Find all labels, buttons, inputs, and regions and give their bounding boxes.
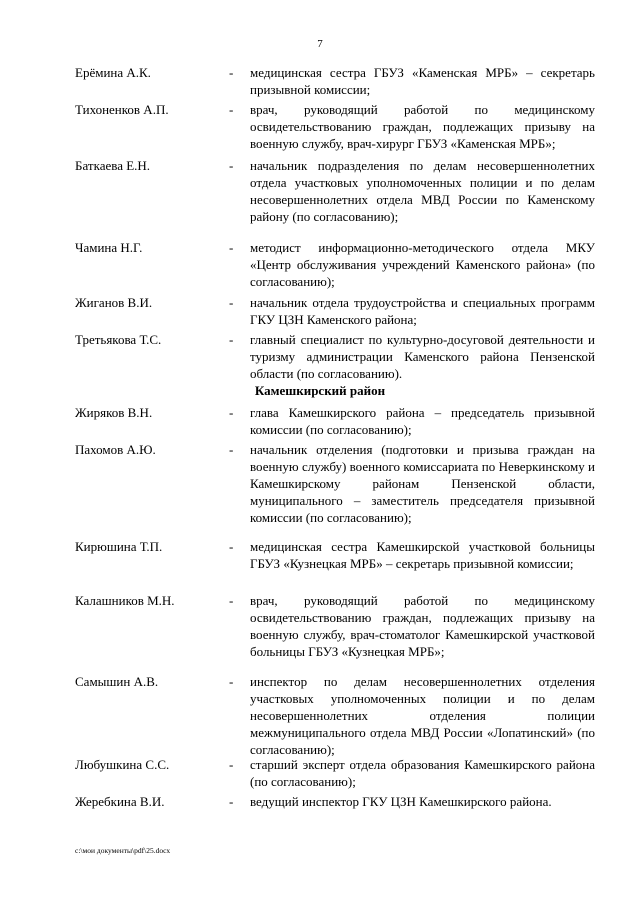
member-name: Тихоненков А.П.: [75, 102, 169, 117]
member-role: медицинская сестра Камешкирской участковой больницы ГБУЗ «Кузнецкая МРБ» – секретарь призывной комиссии;: [250, 539, 595, 571]
member-role: врач, руководящий работой по медицинскому освидетельствованию граждан, подлежащих призыву на военную службу, врач-хирург ГБУЗ «Каменская МРБ»;: [250, 102, 595, 151]
section-heading: Камешкирский район: [254, 383, 386, 398]
page-number: 7: [317, 38, 323, 50]
dash-separator: -: [229, 332, 234, 347]
member-role: старший эксперт отдела образования Камешкирского района (по согласованию);: [250, 757, 595, 789]
member-role: инспектор по делам несовершеннолетних отделения участковых уполномоченных полиции и по делам несовершеннолетних отделения полиции межмуниципального отдела МВД России «Лопатинский» (по согласованию);: [250, 674, 595, 757]
member-name: Жиряков В.Н.: [75, 405, 153, 420]
member-name: Любушкина С.С.: [75, 757, 170, 772]
member-name: Жеребкина В.И.: [75, 794, 165, 809]
member-role: начальник отдела трудоустройства и специальных программ ГКУ ЦЗН Каменского района;: [250, 295, 595, 327]
dash-separator: -: [229, 794, 234, 809]
member-role: начальник отделения (подготовки и призыва граждан на военную службу) военного комиссариата по Неверкинскому и Камешкирскому районам Пензенской области, муниципального – заместитель председателя призывной комиссии (по согласованию);: [250, 442, 595, 525]
dash-separator: -: [229, 295, 234, 310]
dash-separator: -: [229, 674, 234, 689]
file-path-footer: c:\мои документы\pdf\25.docx: [75, 846, 171, 855]
member-role: медицинская сестра ГБУЗ «Каменская МРБ» – секретарь призывной комиссии;: [250, 65, 595, 97]
dash-separator: -: [229, 593, 234, 608]
member-name: Пахомов А.Ю.: [75, 442, 156, 457]
member-name: Баткаева Е.Н.: [75, 158, 151, 173]
dash-separator: -: [229, 442, 234, 457]
member-name: Кирюшина Т.П.: [75, 539, 163, 554]
dash-separator: -: [229, 539, 234, 554]
member-name: Самышин А.В.: [75, 674, 159, 689]
dash-separator: -: [229, 158, 234, 173]
dash-separator: -: [229, 240, 234, 255]
member-role: главный специалист по культурно-досуговой деятельности и туризму администрации Каменского района Пензенской области (по согласованию).: [250, 332, 595, 381]
member-role: начальник подразделения по делам несовершеннолетних отдела участковых уполномоченных полиции и по делам несовершеннолетних отдела МВД России по Каменскому району (по согласованию);: [250, 158, 595, 224]
dash-separator: -: [229, 405, 234, 420]
member-role: ведущий инспектор ГКУ ЦЗН Камешкирского района.: [250, 794, 552, 809]
dash-separator: -: [229, 757, 234, 772]
member-role: методист информационно-методического отдела МКУ «Центр обслуживания учреждений Каменского района» (по согласованию);: [250, 240, 595, 289]
member-name: Чамина Н.Г.: [75, 240, 143, 255]
dash-separator: -: [229, 65, 234, 80]
member-name: Ерёмина А.К.: [75, 65, 151, 80]
member-role: глава Камешкирского района – председатель призывной комиссии (по согласованию);: [250, 405, 595, 437]
dash-separator: -: [229, 102, 234, 117]
member-name: Калашников М.Н.: [75, 593, 175, 608]
member-role: врач, руководящий работой по медицинскому освидетельствованию граждан, подлежащих призыву на военную службу, врач-стоматолог Камешкирской участковой больницы ГБУЗ «Кузнецкая МРБ»;: [250, 593, 595, 659]
member-name: Жиганов В.И.: [75, 295, 153, 310]
member-name: Третьякова Т.С.: [75, 332, 162, 347]
